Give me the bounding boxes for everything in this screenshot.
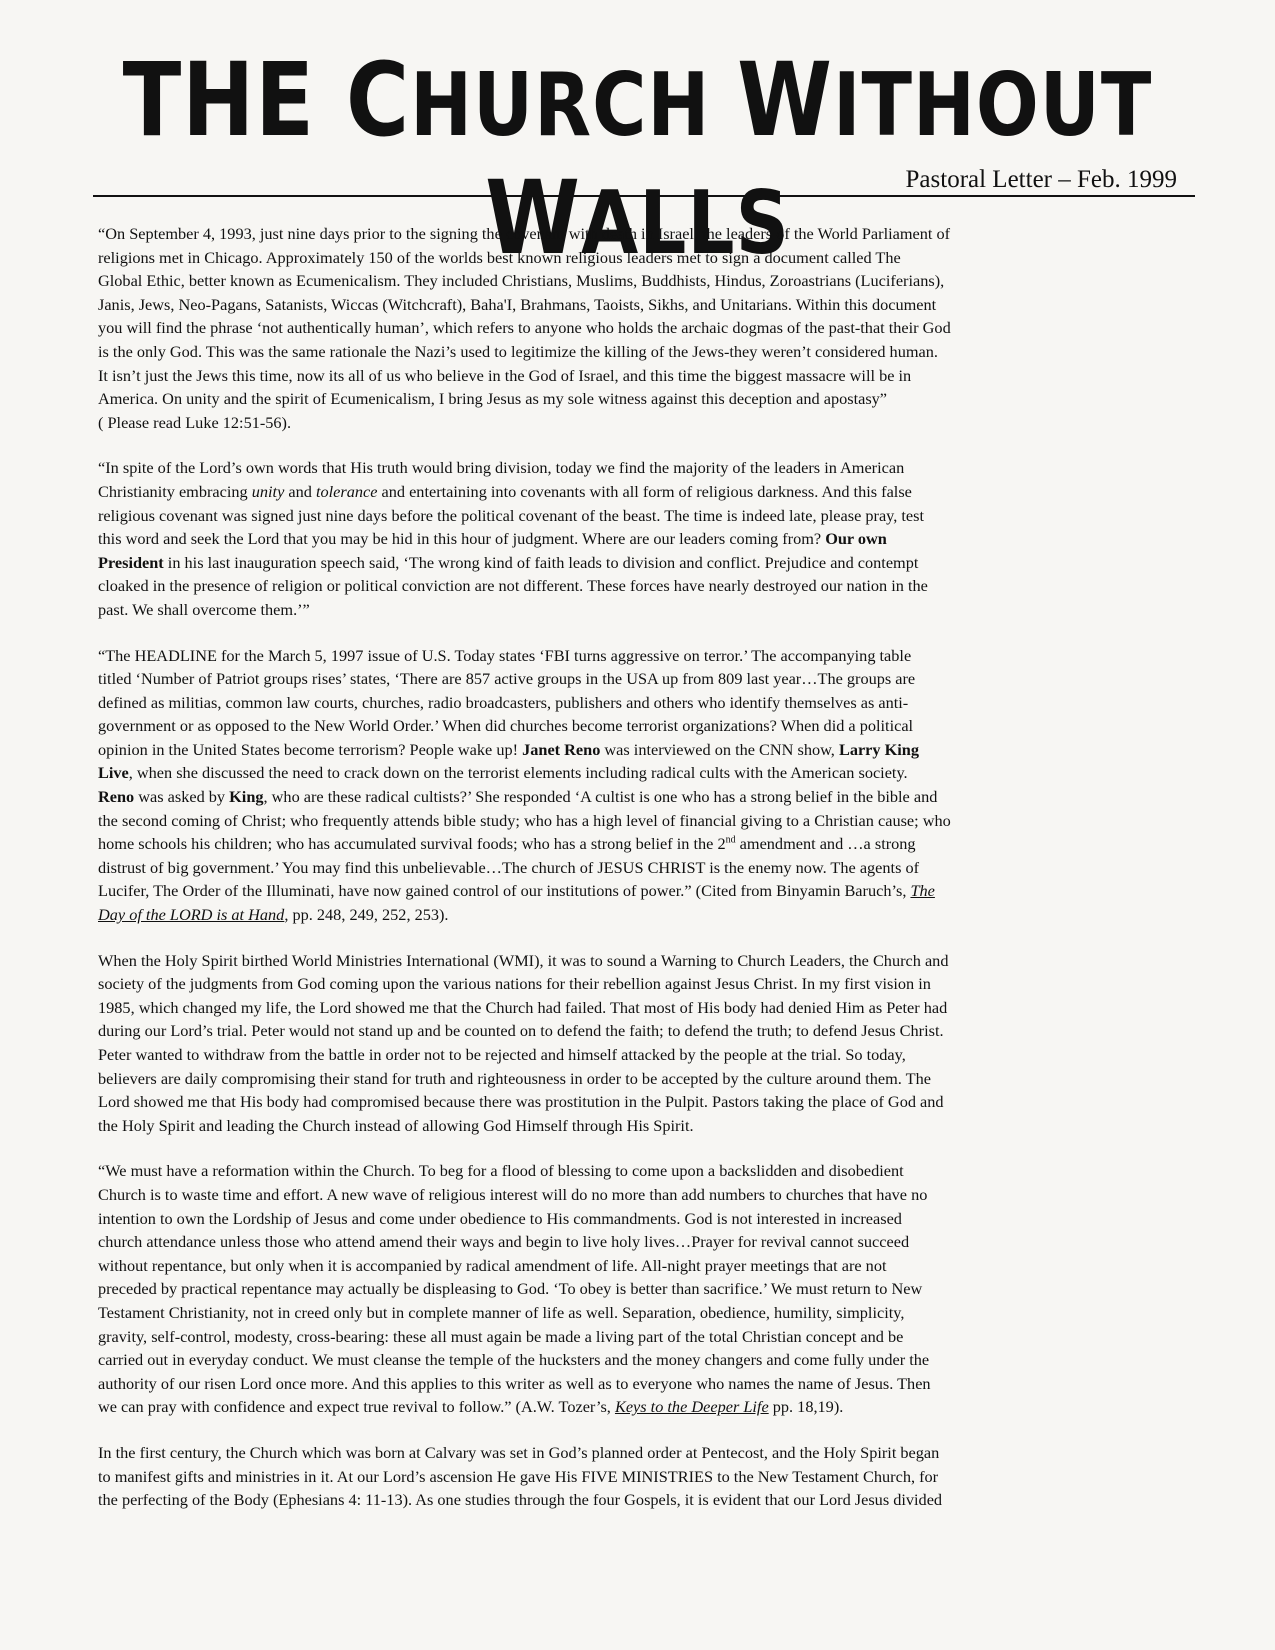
text-line: you will find the phrase ‘not authentically human’, which refers to anyone who holds the archaic dogmas of the past-that their God — [98, 318, 951, 338]
text-line: Christianity embracing unity and tolerance and entertaining into covenants with all form of religious darkness. And this false — [98, 481, 912, 501]
paragraph-1 — [98, 222, 1198, 434]
text-line: ( Please read Luke 12:51-56). — [98, 412, 292, 432]
book-title-part: Day of the LORD is at Hand — [98, 905, 285, 925]
text-line: America. On unity and the spirit of Ecumenicalism, I bring Jesus as my sole witness against this deception and apostasy” — [98, 389, 888, 409]
text-line: without repentance, but only when it is accompanied by radical amendment of life. All-night prayer meetings that are not — [98, 1255, 887, 1275]
text-line: “We must have a reformation within the Church. To beg for a flood of blessing to come upon a backslidden and disobedient — [98, 1161, 904, 1181]
bold-live: Live — [98, 763, 129, 783]
header-rule — [93, 195, 1195, 197]
text-line: Day of the LORD is at Hand, pp. 248, 249, 252, 253). — [98, 905, 449, 925]
text-line: defined as militias, common law courts, churches, radio broadcasters, publishers and others who identify themselves as anti- — [98, 692, 909, 712]
text-line: home schools his children; who has accumulated survival foods; who has a strong belief in the 2nd amendment and …a strong — [98, 834, 916, 854]
text-line: authority of our risen Lord once more. And this applies to this writer as well as to everyone who names the name of Jesus. Then — [98, 1373, 931, 1393]
text-line: “In spite of the Lord’s own words that His truth would bring division, today we find the majority of the leaders in American — [98, 458, 905, 478]
text-line: It isn’t just the Jews this time, now its all of us who believe in the God of Israel, and this time the biggest massacre will be in — [98, 365, 912, 385]
text-line: to manifest gifts and ministries in it. At our Lord’s ascension He gave His FIVE MINISTRIES to the New Testament Church, for — [98, 1466, 939, 1486]
bold-president: President — [98, 552, 164, 572]
text-line: Lord showed me that His body had compromised because there was prostitution in the Pulpit. Pastors taking the place of God and — [98, 1092, 944, 1112]
emphasis-unity: unity — [251, 481, 285, 501]
emphasis-tolerance: tolerance — [315, 481, 378, 501]
text-line: titled ‘Number of Patriot groups rises’ states, ‘There are 857 active groups in the USA up from 809 last year…The groups are — [98, 669, 916, 689]
text-line: we can pray with confidence and expect true revival to follow.” (A.W. Tozer’s, Keys to the Deeper Life pp. 18,19). — [98, 1397, 844, 1417]
paragraph-3 — [98, 644, 1198, 927]
bold-our-own: Our own — [825, 529, 887, 549]
text-line: When the Holy Spirit birthed World Ministries International (WMI), it was to sound a Warning to Church Leaders, the Church and — [98, 950, 949, 970]
text-line: Peter wanted to withdraw from the battle in order not to be rejected and himself attacked by the people at the trial. So today, — [98, 1045, 906, 1064]
text-line: past. We shall overcome them.’” — [98, 599, 310, 619]
text-line: the Holy Spirit and leading the Church instead of allowing God Himself through His Spirit. — [98, 1115, 694, 1135]
text-line: opinion in the United States become terrorism? People wake up! Janet Reno was interviewed on the CNN show, Larry King — [98, 739, 919, 759]
text-line: “The HEADLINE for the March 5, 1997 issue of U.S. Today states ‘FBI turns aggressive on terror.’ The accompanying table — [98, 645, 912, 665]
text-line: Global Ethic, better known as Ecumenicalism. They included Christians, Muslims, Buddhists, Hindus, Zoroastrians (Luciferians), — [98, 271, 945, 291]
bold-janet-reno: Janet Reno — [522, 739, 601, 759]
paragraph-6 — [98, 1441, 1198, 1512]
text-line: Live, when she discussed the need to crack down on the terrorist elements including radical cults with the American society. — [98, 763, 908, 783]
text-line: Church is to waste time and effort. A new wave of religious interest will do no more than add numbers to churches that have no — [98, 1184, 928, 1204]
text-line: carried out in everyday conduct. We must cleanse the temple of the hucksters and the money changers and come fully under the — [98, 1350, 930, 1370]
text-line: religions met in Chicago. Approximately 150 of the worlds best known religious leaders met to sign a document called The — [98, 247, 901, 267]
paragraph-2 — [98, 456, 1198, 621]
text-line: the perfecting of the Body (Ephesians 4: 11-13). As one studies through the four Gospels, it is evident that our Lord Jesus divided — [98, 1490, 943, 1510]
paragraph-4 — [98, 949, 1198, 1138]
letter-subtitle: Pastoral Letter – Feb. 1999 — [905, 166, 1177, 193]
text-line: believers are daily compromising their stand for truth and righteousness in order to be accepted by the culture around them. The — [98, 1068, 931, 1088]
text-line: Testament Christianity, not in creed only but in complete manner of life as well. Separation, obedience, humility, simplicity, — [98, 1302, 905, 1322]
text-line: preceded by practical repentance may actually be displeasing to God. ‘To obey is better than sacrifice.’ We must return to New — [98, 1279, 923, 1299]
text-line: is the only God. This was the same rationale the Nazi’s used to legitimize the killing of the Jews-they weren’t considered human. — [98, 341, 938, 361]
text-line: religious covenant was signed just nine days before the political covenant of the beast. The time is indeed late, please pray, test — [98, 505, 925, 525]
text-line: this word and seek the Lord that you may be hid in this hour of judgment. Where are our leaders coming from? Our own — [98, 529, 887, 549]
text-line: cloaked in the presence of religion or political conviction are not different. These forces have nearly destroyed our nation in the — [98, 576, 928, 596]
text-line: society of the judgments from God coming upon the various nations for their rebellion against Jesus Christ. In my first vision in — [98, 974, 931, 994]
text-line: gravity, self-control, modesty, cross-bearing: these all must again be made a living part of the total Christian concept and be — [98, 1326, 904, 1346]
masthead-title: THE CHURCH WITHOUT WALLS — [122, 42, 1153, 278]
text-line: the second coming of Christ; who frequently attends bible study; who has a high level of financial giving to a Christian cause; who — [98, 810, 951, 830]
text-line: In the first century, the Church which was born at Calvary was set in God’s planned order at Pentecost, and the Holy Spirit began — [98, 1442, 940, 1462]
text-line: distrust of big government.’ You may find this unbelievable…The church of JESUS CHRIST is the enemy now. The agents of — [98, 857, 920, 877]
text-line: 1985, which changed my life, the Lord showed me that the Church had failed. That most of His body had denied Him as Peter had — [98, 997, 948, 1017]
text-line: Lucifer, The Order of the Illuminati, have now gained control of our institutions of power.” (Cited from Binyamin Baruch’s, The — [98, 881, 935, 901]
text-line: church attendance unless those who attend amend their ways and begin to live holy lives…Prayer for revival cannot succeed — [98, 1232, 910, 1252]
text-line: during our Lord’s trial. Peter would not stand up and be counted on to defend the faith; to defend the truth; to defend Jesus Christ. — [98, 1021, 944, 1041]
letter-body — [98, 222, 1198, 1534]
book-title-part: The — [910, 881, 935, 901]
text-line: Reno was asked by King, who are these radical cultists?’ She responded ‘A cultist is one who has a strong belief in the bible and — [98, 787, 938, 807]
bold-larry-king: Larry King — [838, 739, 919, 759]
bold-king: King — [229, 787, 264, 807]
text-line: government or as opposed to the New World Order.’ When did churches become terrorist organizations? When did a political — [98, 716, 914, 736]
text-line: President in his last inauguration speech said, ‘The wrong kind of faith leads to division and conflict. Prejudice and contempt — [98, 552, 919, 572]
paragraph-5 — [98, 1159, 1198, 1419]
text-line: intention to own the Lordship of Jesus and come under obedience to His commandments. God is not interested in increased — [98, 1208, 902, 1228]
text-line: Janis, Jews, Neo-Pagans, Satanists, Wiccas (Witchcraft), Baha'I, Brahmans, Taoists, Sikhs, and Unitarians. Within this document — [98, 294, 937, 314]
superscript-nd: nd — [725, 834, 736, 846]
bold-reno: Reno — [98, 787, 135, 807]
text-line: “On September 4, 1993, just nine days prior to the signing the covenant with death in Israel, the leaders of the World Parliament of — [98, 224, 951, 243]
book-title: Keys to the Deeper Life — [614, 1397, 769, 1417]
